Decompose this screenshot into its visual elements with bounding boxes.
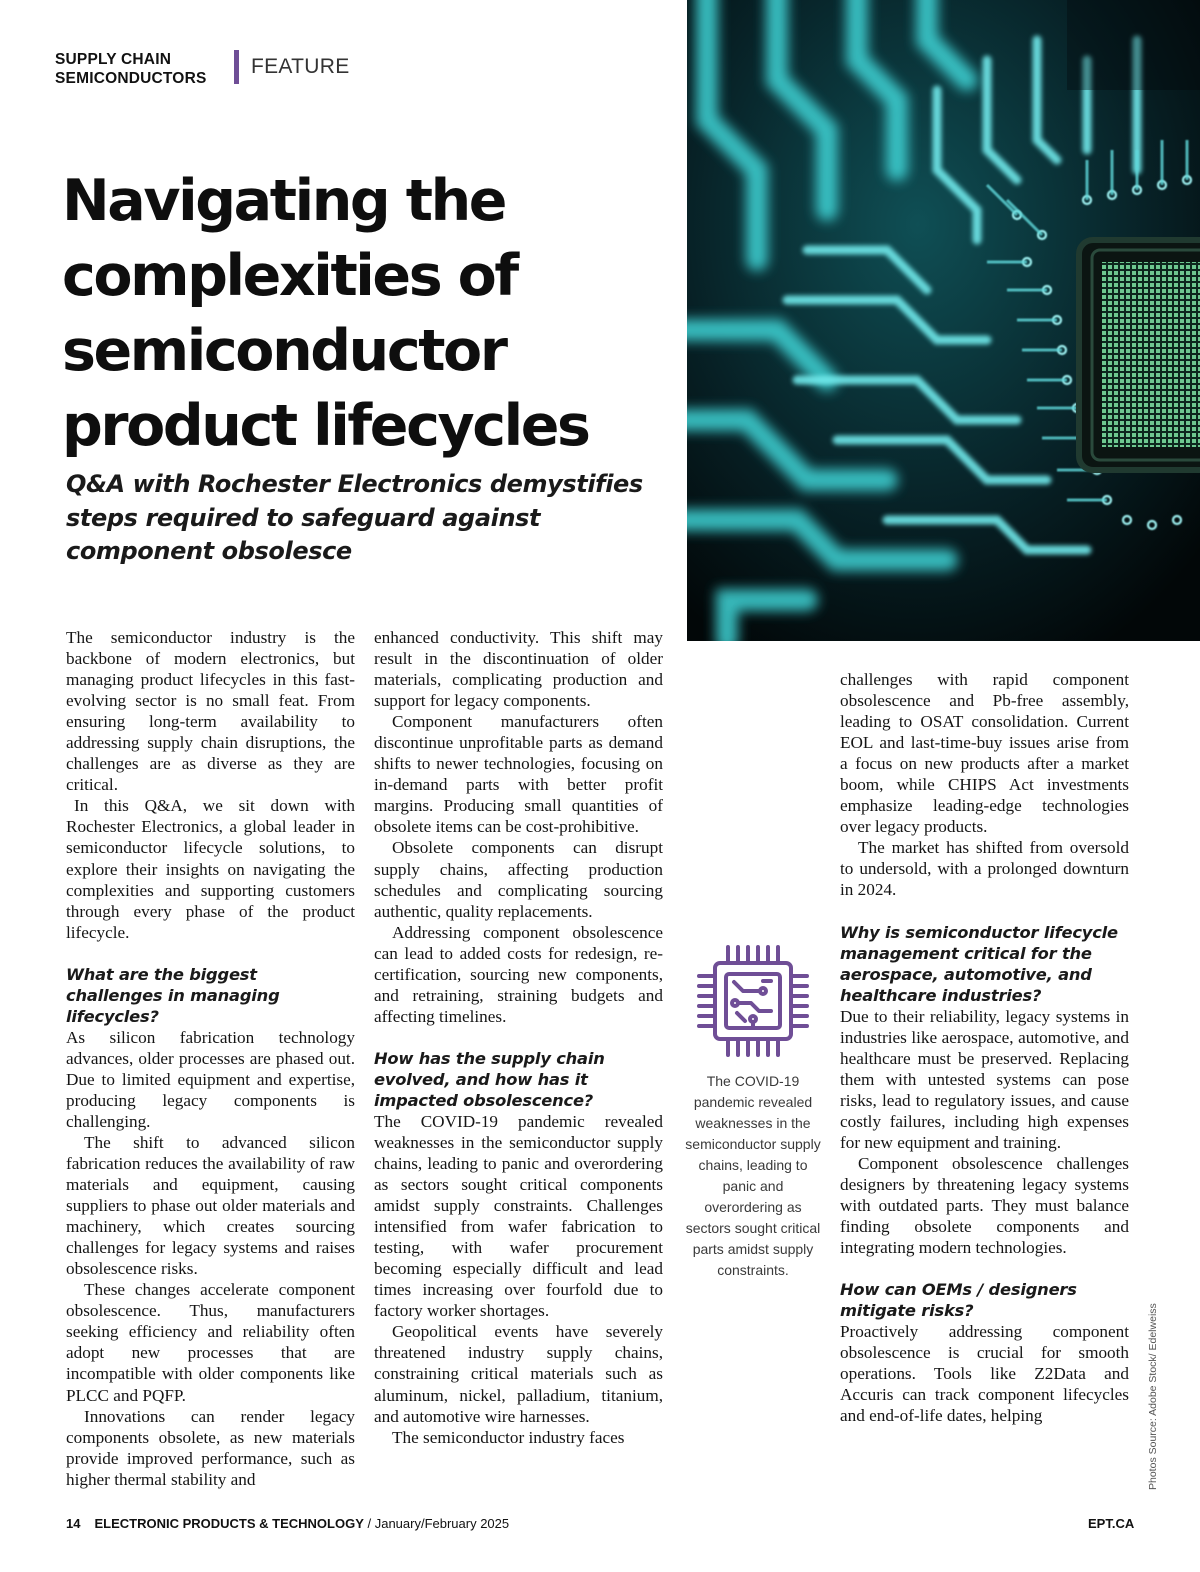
paragraph: Obsolete components can disrupt supply chains, affecting production schedules and complicating sourcing authentic, quality replacements.: [374, 838, 663, 921]
section-line-1: SUPPLY CHAIN: [55, 51, 172, 68]
paragraph: The market has shifted from oversold to undersold, with a prolonged downturn in 2024.: [840, 838, 1129, 900]
feature-label: FEATURE: [251, 55, 350, 78]
paragraph: These changes accelerate component obsolescence. Thus, manufacturers seeking efficiency and reliability often adopt new processes that are incompatible with older components like PLCC and PQFP.: [66, 1280, 355, 1405]
paragraph: enhanced conductivity. This shift may result in the discontinuation of older materials, complicating production and support for legacy components.: [374, 628, 663, 711]
paragraph: The shift to advanced silicon fabrication reduces the availability of raw materials and equipment, causing suppliers to phase out older materials and machinery, which creates sourcing challenges for legacy systems and raises obsolescence risks.: [66, 1132, 355, 1279]
paragraph: The semiconductor industry is the backbone of modern electronics, but managing product lifecycles in this fast-evolving sector is no small feat. From ensuring long-term availability to addressing supply chain disruptions, the challenges are as diverse as they are critical.: [66, 628, 355, 795]
paragraph: Due to their reliability, legacy systems in industries like aerospace, automotive, and healthcare must be preserved. Replacing them with untested systems can pose risks, lead to regulatory issues, and cause costly failures, including high expenses for new equipment and training.: [840, 1006, 1129, 1152]
section-line-2: SEMICONDUCTORS: [55, 70, 207, 87]
publication-name: ELECTRONIC PRODUCTS & TECHNOLOGY: [94, 1516, 364, 1531]
paragraph: challenges with rapid component obsolescence and Pb-free assembly, leading to OSAT consolidation. Current EOL and last-time-buy issues arise from a focus on new products after a market boom, while CHIPS Act investments emphasize leading-edge technologies over legacy products.: [840, 670, 1129, 837]
paragraph: Addressing component obsolescence can lead to added costs for redesign, re-certification, sourcing new components, and retraining, straining budgets and affecting timelines.: [374, 922, 663, 1026]
column-1: [66, 627, 355, 1490]
paragraph: Proactively addressing component obsolescence is crucial for smooth operations. Tools like Z2Data and Accuris can track component lifecycles and end-of-life dates, helping: [840, 1322, 1129, 1426]
website-link[interactable]: EPT.CA: [1088, 1516, 1135, 1531]
paragraph: Geopolitical events have severely threatened industry supply chains, constraining critical materials such as aluminum, nickel, palladium, titanium, and automotive wire harnesses.: [374, 1322, 663, 1426]
paragraph: In this Q&A, we sit down with Rochester Electronics, a global leader in semiconductor lifecycle solutions, to explore their insights on navigating the complexities and supporting customers through every phase of the product lifecycle.: [66, 796, 355, 942]
paragraph: The semiconductor industry faces: [392, 1427, 625, 1447]
question-heading: How has the supply chain evolved, and how has it impacted obsolescence?: [374, 1048, 605, 1110]
photo-credit: Photos Source: Adobe Stock/ Edelweiss: [1147, 1303, 1159, 1490]
section-divider: [234, 50, 239, 84]
paragraph: As silicon fabrication technology advances, older processes are phased out. Due to limited equipment and expertise, producing legacy components is challenging.: [66, 1027, 355, 1131]
circuit-board-photo: [687, 0, 1200, 641]
column-3: [840, 669, 1129, 1426]
issue-date: / January/February 2025: [363, 1516, 510, 1531]
page-number: 14: [66, 1516, 81, 1531]
paragraph: Component manufacturers often discontinue unprofitable parts as demand shifts to newer technologies, focusing on in-demand parts with better profit margins. Producing small quantities of obsolete items can be cost-prohibitive.: [374, 712, 663, 837]
column-2: [374, 627, 663, 1448]
question-heading: How can OEMs / designers mitigate risks?: [840, 1280, 1077, 1321]
paragraph: The COVID-19 pandemic revealed weaknesses in the semiconductor supply chains, leading to panic and overordering as sectors sought critical components amidst supply constraints. Challenges intensified from wafer fabrication to testing, with wafer procurement becoming especially difficult and lead times increasing over fourfold due to factory worker shortages.: [374, 1111, 663, 1321]
photo-caption: The COVID-19 pandemic revealed weaknesses in the semiconductor supply chains, leading to panic and overordering as sectors sought critical parts amidst supply constraints.: [685, 1073, 821, 1278]
question-heading: Why is semiconductor lifecycle management critical for the aerospace, automotive, and healthcare industries?: [840, 922, 1118, 1005]
chip-icon: [693, 941, 813, 1061]
section-label: [55, 50, 207, 88]
circuit-board-illustration: [687, 0, 1200, 641]
paragraph: Component obsolescence challenges designers by threatening legacy systems with outdated parts. They must balance finding obsolete components and integrating modern technologies.: [840, 1153, 1129, 1258]
paragraph: Innovations can render legacy components obsolete, as new materials provide improved performance, such as higher thermal stability and: [66, 1406, 355, 1489]
subhead: Q&A with Rochester Electronics demystifies steps required to safeguard against component obsolesce: [66, 470, 643, 565]
headline: Navigating the complexities of semiconductor product lifecycles: [62, 168, 589, 459]
question-heading: What are the biggest challenges in managing lifecycles?: [66, 964, 280, 1026]
footer: [66, 1516, 509, 1531]
